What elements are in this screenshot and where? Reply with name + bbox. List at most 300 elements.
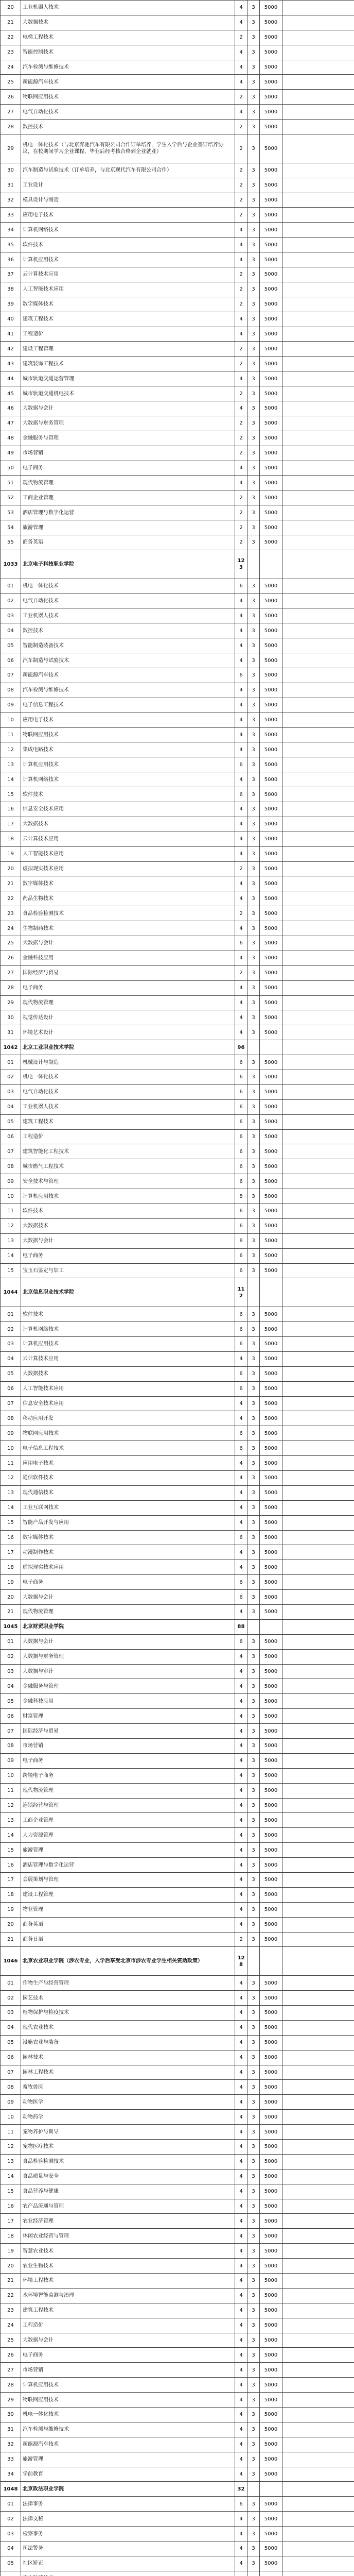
- plan-count: 4: [235, 1917, 247, 1932]
- remark-cell: [282, 2095, 354, 2110]
- major-code: 17: [1, 1873, 21, 1888]
- school-row: [1, 1040, 354, 1055]
- major-name: 新能源汽车技术: [21, 75, 235, 90]
- study-years: 3: [247, 1932, 260, 1947]
- tuition: [260, 1040, 282, 1055]
- remark-cell: [282, 30, 354, 45]
- table-row: [1, 1114, 354, 1129]
- remark-cell: [282, 2556, 354, 2571]
- plan-count: 4: [235, 2408, 247, 2422]
- major-name: 动漫制作技术: [21, 1545, 235, 1560]
- study-years: 3: [247, 490, 260, 505]
- plan-count: 4: [235, 2363, 247, 2378]
- plan-count: 4: [235, 2035, 247, 2050]
- table-row: [1, 2497, 354, 2512]
- study-years: 3: [247, 1470, 260, 1485]
- tuition: 5000: [260, 476, 282, 490]
- study-years: 3: [247, 727, 260, 742]
- major-code: 12: [1, 742, 21, 757]
- plan-count: 6: [235, 1099, 247, 1114]
- major-code: 16: [1, 802, 21, 817]
- remark-cell: [282, 75, 354, 90]
- study-years: 3: [247, 1664, 260, 1679]
- remark-cell: [282, 936, 354, 951]
- major-code: 10: [1, 1189, 21, 1204]
- major-code: 19: [1, 2244, 21, 2259]
- major-name: 农业生物技术: [21, 2259, 235, 2274]
- major-name: 建筑智能化工程技术: [21, 1144, 235, 1159]
- major-name: 计算机网络技术: [21, 223, 235, 238]
- tuition: [260, 2482, 282, 2497]
- remark-cell: [282, 15, 354, 30]
- table-row: [1, 2363, 354, 2378]
- major-name: 植物保护与检疫技术: [21, 2005, 235, 2020]
- study-years: 3: [247, 2199, 260, 2214]
- remark-cell: [282, 267, 354, 282]
- study-years: 3: [247, 1828, 260, 1843]
- tuition: 5000: [260, 2050, 282, 2065]
- major-code: 10: [1, 2110, 21, 2125]
- table-row: [1, 2408, 354, 2422]
- table-row: [1, 2437, 354, 2452]
- table-row: [1, 683, 354, 698]
- major-code: 07: [1, 1144, 21, 1159]
- plan-count: 4: [235, 2437, 247, 2452]
- major-code: 07: [1, 668, 21, 683]
- plan-count: 4: [235, 1991, 247, 2006]
- plan-count: 2: [235, 342, 247, 357]
- table-row: [1, 2393, 354, 2408]
- plan-count: 4: [235, 653, 247, 668]
- major-name: 电气自动化技术: [21, 594, 235, 608]
- tuition: 5000: [260, 1485, 282, 1500]
- study-years: 3: [247, 476, 260, 490]
- tuition: 5000: [260, 608, 282, 623]
- study-years: 3: [247, 2080, 260, 2095]
- major-name: 软件技术: [21, 1307, 235, 1322]
- major-name: 物联网应用技术: [21, 2393, 235, 2408]
- major-code: 09: [1, 1753, 21, 1768]
- table-row: [1, 906, 354, 921]
- table-row: [1, 371, 354, 386]
- plan-count: 4: [235, 2556, 247, 2571]
- major-code: 22: [1, 2288, 21, 2303]
- remark-cell: [282, 1605, 354, 1620]
- table-row: [1, 698, 354, 713]
- table-row: [1, 490, 354, 505]
- plan-count: 4: [235, 891, 247, 906]
- major-name: 食品检验检测技术: [21, 2154, 235, 2169]
- major-name: 机电一体化技术（与北京奔驰汽车有限公司合作订单培养，学生入学后与企业签订培养协议，在校期间学习企业课程，毕业后经考核合格到企业就业）: [21, 134, 235, 163]
- major-code: 47: [1, 416, 21, 431]
- table-row: [1, 386, 354, 401]
- school-code: 1048: [1, 2482, 21, 2497]
- table-row: [1, 461, 354, 476]
- major-code: 16: [1, 1858, 21, 1873]
- remark-cell: [282, 1813, 354, 1828]
- major-name: 大数据技术: [21, 1366, 235, 1381]
- remark-cell: [282, 653, 354, 668]
- study-years: 3: [247, 1575, 260, 1590]
- plan-count: 4: [235, 2199, 247, 2214]
- remark-cell: [282, 178, 354, 193]
- study-years: 3: [247, 371, 260, 386]
- table-row: [1, 75, 354, 90]
- plan-count: 2: [235, 134, 247, 163]
- table-row: [1, 1456, 354, 1471]
- plan-count: 6: [235, 1204, 247, 1219]
- study-years: 3: [247, 876, 260, 891]
- tuition: 5000: [260, 1189, 282, 1204]
- school-plan-total: 112: [235, 1278, 247, 1307]
- study-years: 3: [247, 2393, 260, 2408]
- major-name: 食品质量与安全: [21, 2169, 235, 2184]
- remark-cell: [282, 1694, 354, 1709]
- major-name: 数控技术: [21, 120, 235, 134]
- major-name: 应用电子技术: [21, 713, 235, 727]
- remark-cell: [282, 951, 354, 965]
- table-row: [1, 252, 354, 267]
- major-name: 市场营销: [21, 2363, 235, 2378]
- plan-count: 4: [235, 742, 247, 757]
- plan-count: 4: [235, 1843, 247, 1858]
- plan-count: 6: [235, 1129, 247, 1144]
- plan-count: 4: [235, 1724, 247, 1739]
- tuition: 5000: [260, 520, 282, 535]
- tuition: 5000: [260, 2110, 282, 2125]
- remark-cell: [282, 2303, 354, 2318]
- table-row: [1, 1605, 354, 1620]
- table-row: [1, 1798, 354, 1813]
- major-code: 18: [1, 1560, 21, 1575]
- table-row: [1, 2229, 354, 2244]
- plan-count: 4: [235, 1798, 247, 1813]
- tuition: 5000: [260, 2259, 282, 2274]
- plan-count: 2: [235, 267, 247, 282]
- major-name: 大数据与会计: [21, 401, 235, 416]
- remark-cell: [282, 1560, 354, 1575]
- major-name: 旅游管理: [21, 1843, 235, 1858]
- table-row: [1, 2169, 354, 2184]
- remark-cell: [282, 461, 354, 476]
- study-years: 3: [247, 936, 260, 951]
- major-code: 19: [1, 1575, 21, 1590]
- school-code: 1033: [1, 550, 21, 579]
- major-code: 27: [1, 2363, 21, 2378]
- tuition: 5000: [260, 1575, 282, 1590]
- table-row: [1, 2214, 354, 2229]
- remark-cell: [282, 2110, 354, 2125]
- tuition: 5000: [260, 15, 282, 30]
- remark-cell: [282, 134, 354, 163]
- table-row: [1, 1411, 354, 1426]
- major-name: 商务日语: [21, 1932, 235, 1947]
- table-row: [1, 2020, 354, 2035]
- major-code: 06: [1, 2050, 21, 2065]
- tuition: 5000: [260, 1664, 282, 1679]
- table-row: [1, 431, 354, 446]
- remark-cell: [282, 2378, 354, 2393]
- major-name: 金融科技应用: [21, 951, 235, 965]
- major-name: 大数据与审计: [21, 1664, 235, 1679]
- table-row: [1, 1233, 354, 1248]
- school-row: [1, 1278, 354, 1307]
- tuition: 5000: [260, 90, 282, 105]
- table-row: [1, 2467, 354, 2482]
- major-name: 社区矫正: [21, 2556, 235, 2571]
- major-code: 14: [1, 772, 21, 787]
- tuition: 5000: [260, 1159, 282, 1174]
- major-code: 35: [1, 238, 21, 252]
- study-years: 3: [247, 252, 260, 267]
- tuition: 5000: [260, 1426, 282, 1441]
- table-row: [1, 1753, 354, 1768]
- plan-count: 4: [235, 2050, 247, 2065]
- study-years: 3: [247, 342, 260, 357]
- major-code: 10: [1, 713, 21, 727]
- remark-cell: [282, 312, 354, 327]
- tuition: 5000: [260, 1099, 282, 1114]
- study-years: 3: [247, 1783, 260, 1798]
- tuition: 5000: [260, 1917, 282, 1932]
- major-name: 园艺技术: [21, 1991, 235, 2006]
- remark-cell: [282, 638, 354, 653]
- plan-count: 4: [235, 1873, 247, 1888]
- tuition: 5000: [260, 1530, 282, 1545]
- major-code: 08: [1, 1411, 21, 1426]
- tuition: 5000: [260, 2497, 282, 2512]
- school-row: [1, 550, 354, 579]
- table-row: [1, 15, 354, 30]
- tuition: 5000: [260, 1976, 282, 1991]
- tuition: 5000: [260, 1590, 282, 1605]
- table-row: [1, 2333, 354, 2348]
- remark-cell: [282, 2259, 354, 2274]
- remark-cell: [282, 1768, 354, 1783]
- major-code: 02: [1, 1322, 21, 1337]
- study-years: 3: [247, 2035, 260, 2050]
- major-name: 宠物养护与训导: [21, 2125, 235, 2140]
- major-name: 汽车检测与维修技术: [21, 683, 235, 698]
- major-code: 02: [1, 1991, 21, 2006]
- remark-cell: [282, 1709, 354, 1724]
- plan-count: 6: [235, 1381, 247, 1396]
- plan-count: 6: [235, 1144, 247, 1159]
- plan-count: 4: [235, 594, 247, 608]
- remark-cell: [282, 2393, 354, 2408]
- study-years: 3: [247, 2110, 260, 2125]
- plan-count: 6: [235, 936, 247, 951]
- table-row: [1, 2378, 354, 2393]
- plan-count: 6: [235, 1336, 247, 1351]
- major-code: [1, 2571, 21, 2576]
- study-years: 3: [247, 505, 260, 520]
- major-code: 03: [1, 2527, 21, 2541]
- table-row: [1, 608, 354, 623]
- remark-cell: [282, 2408, 354, 2422]
- major-code: 30: [1, 2408, 21, 2422]
- tuition: 5000: [260, 683, 282, 698]
- plan-count: 4: [235, 2259, 247, 2274]
- tuition: 5000: [260, 1351, 282, 1366]
- study-years: 3: [247, 1366, 260, 1381]
- major-name: 人工智能技术应用: [21, 846, 235, 861]
- plan-count: 2: [235, 193, 247, 208]
- table-row: [1, 1545, 354, 1560]
- remark-cell: [282, 1649, 354, 1664]
- study-years: 3: [247, 282, 260, 297]
- remark-cell: [282, 2571, 354, 2576]
- plan-count: 2: [235, 120, 247, 134]
- tuition: 5000: [260, 2393, 282, 2408]
- major-name: 人工智能技术应用: [21, 1381, 235, 1396]
- table-row: [1, 2244, 354, 2259]
- major-code: 04: [1, 1679, 21, 1694]
- major-code: 27: [1, 965, 21, 980]
- remark-cell: [282, 2288, 354, 2303]
- study-years: 3: [247, 965, 260, 980]
- tuition: 5000: [260, 75, 282, 90]
- tuition: 5000: [260, 1843, 282, 1858]
- major-code: 44: [1, 371, 21, 386]
- table-row: [1, 1902, 354, 1917]
- remark-cell: [282, 1858, 354, 1873]
- tuition: 5000: [260, 1070, 282, 1085]
- remark-cell: [282, 1366, 354, 1381]
- remark-cell: [282, 2348, 354, 2363]
- major-name: 动物药学: [21, 2110, 235, 2125]
- major-name: 机电一体化技术: [21, 1070, 235, 1085]
- remark-cell: [282, 1381, 354, 1396]
- major-code: 25: [1, 2333, 21, 2348]
- major-code: 18: [1, 1887, 21, 1902]
- study-years: 3: [247, 1843, 260, 1858]
- tuition: 5000: [260, 401, 282, 416]
- study-years: [247, 1947, 260, 1976]
- study-years: 3: [247, 608, 260, 623]
- major-name: 金融服务与管理: [21, 431, 235, 446]
- major-name: 作物生产与经营管理: [21, 1976, 235, 1991]
- plan-count: 4: [235, 2378, 247, 2393]
- major-name: 信息安全技术应用: [21, 1396, 235, 1411]
- table-row: [1, 1709, 354, 1724]
- tuition: 5000: [260, 2154, 282, 2169]
- plan-count: 6: [235, 668, 247, 683]
- tuition: 5000: [260, 2005, 282, 2020]
- table-row: [1, 713, 354, 727]
- remark-cell: [282, 535, 354, 550]
- plan-count: 4: [235, 1470, 247, 1485]
- major-name: 电子商务: [21, 461, 235, 476]
- table-row: [1, 2348, 354, 2363]
- study-years: 3: [247, 653, 260, 668]
- study-years: 3: [247, 2348, 260, 2363]
- remark-cell: [282, 772, 354, 787]
- table-row: [1, 2095, 354, 2110]
- table-row: [1, 2140, 354, 2155]
- major-code: 08: [1, 2080, 21, 2095]
- remark-cell: [282, 1055, 354, 1070]
- tuition: 5000: [260, 936, 282, 951]
- major-name: 会展策划与管理: [21, 1873, 235, 1888]
- study-years: 3: [247, 1605, 260, 1620]
- remark-cell: [282, 1263, 354, 1278]
- remark-cell: [282, 713, 354, 727]
- plan-count: 6: [235, 1248, 247, 1263]
- study-years: 3: [247, 1114, 260, 1129]
- plan-count: 4: [235, 1739, 247, 1754]
- major-name: 现代物流管理: [21, 476, 235, 490]
- remark-cell: [282, 1783, 354, 1798]
- major-code: 22: [1, 30, 21, 45]
- major-code: 26: [1, 90, 21, 105]
- major-code: 13: [1, 757, 21, 772]
- table-row: [1, 995, 354, 1010]
- major-code: 49: [1, 446, 21, 461]
- major-name: 建筑工程技术: [21, 312, 235, 327]
- table-row: [1, 1322, 354, 1337]
- school-plan-total: 128: [235, 1947, 247, 1976]
- remark-cell: [282, 401, 354, 416]
- tuition: 5000: [260, 1, 282, 15]
- remark-cell: [282, 1545, 354, 1560]
- table-row: [1, 594, 354, 608]
- tuition: 5000: [260, 2080, 282, 2095]
- major-code: 21: [1, 1605, 21, 1620]
- major-code: 52: [1, 490, 21, 505]
- tuition: 5000: [260, 2229, 282, 2244]
- table-row: [1, 2571, 354, 2576]
- plan-count: 6: [235, 1084, 247, 1099]
- table-row: [1, 30, 354, 45]
- major-code: 37: [1, 267, 21, 282]
- major-name: 工商企业管理: [21, 490, 235, 505]
- remark-cell: [282, 1040, 354, 1055]
- major-name: 应用电子技术: [21, 1456, 235, 1471]
- plan-count: 8: [235, 1233, 247, 1248]
- plan-count: 6: [235, 1174, 247, 1189]
- major-code: 51: [1, 476, 21, 490]
- tuition: 5000: [260, 505, 282, 520]
- study-years: 3: [247, 238, 260, 252]
- table-row: [1, 1813, 354, 1828]
- remark-cell: [282, 1114, 354, 1129]
- remark-cell: [282, 120, 354, 134]
- major-code: 41: [1, 327, 21, 342]
- table-row: [1, 2556, 354, 2571]
- major-name: 物联网应用技术: [21, 90, 235, 105]
- tuition: 5000: [260, 342, 282, 357]
- major-name: 休闲农业经营与管理: [21, 2229, 235, 2244]
- major-code: 27: [1, 105, 21, 120]
- plan-count: 4: [235, 312, 247, 327]
- remark-cell: [282, 550, 354, 579]
- tuition: 5000: [260, 193, 282, 208]
- remark-cell: [282, 608, 354, 623]
- table-row: [1, 312, 354, 327]
- school-name: 北京财贸职业学院: [21, 1619, 235, 1634]
- table-row: [1, 267, 354, 282]
- remark-cell: [282, 342, 354, 357]
- major-name: 环境工程技术: [21, 2274, 235, 2289]
- major-code: 02: [1, 594, 21, 608]
- major-code: 24: [1, 2318, 21, 2333]
- remark-cell: [282, 683, 354, 698]
- table-row: [1, 921, 354, 936]
- table-row: [1, 623, 354, 638]
- remark-cell: [282, 446, 354, 461]
- remark-cell: [282, 1575, 354, 1590]
